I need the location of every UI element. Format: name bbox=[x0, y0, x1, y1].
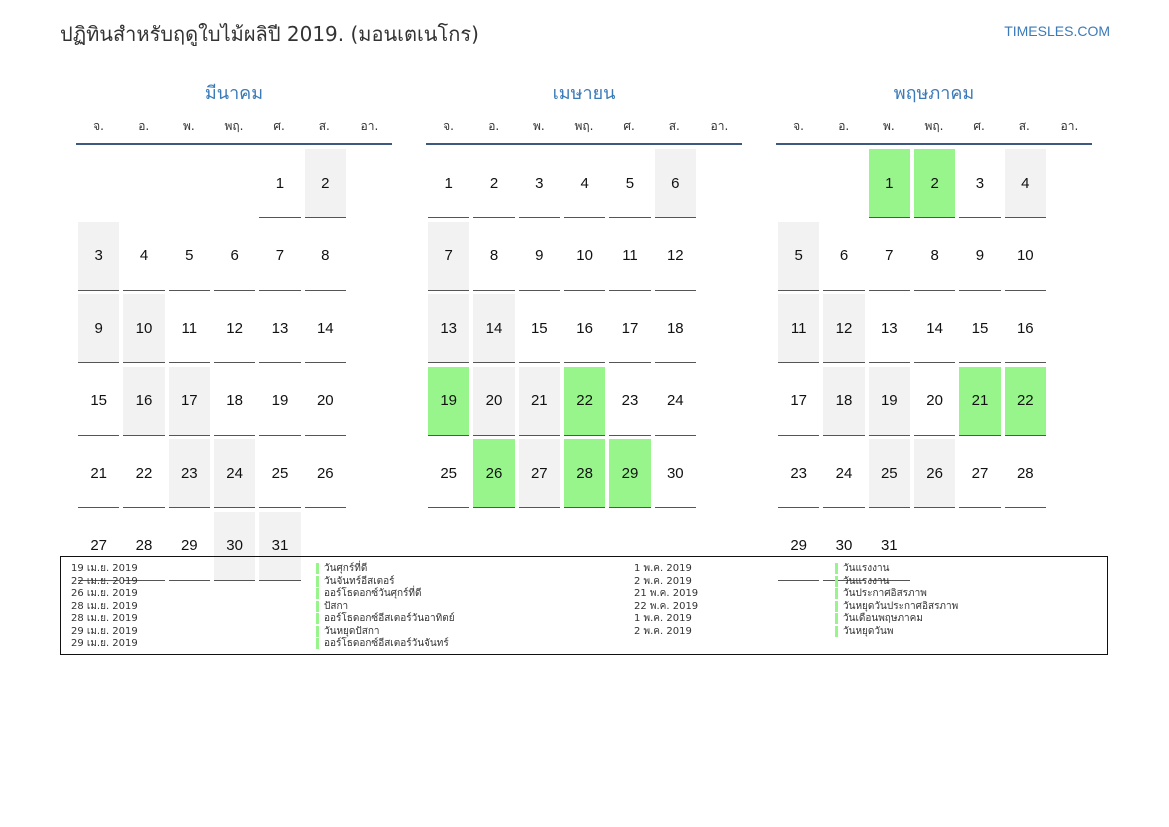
day-number: 24 bbox=[823, 439, 864, 508]
holiday-day-cell bbox=[562, 367, 607, 440]
day-number: 13 bbox=[428, 294, 469, 363]
weekday-label: อา. bbox=[710, 119, 729, 133]
day-number: 17 bbox=[169, 367, 210, 436]
day-number: 12 bbox=[823, 294, 864, 363]
day-number: 17 bbox=[778, 367, 819, 436]
day-number: 30 bbox=[655, 439, 696, 508]
holiday-day-cell bbox=[912, 149, 957, 222]
legend-holiday-name: วันจันทร์อีสเตอร์ bbox=[316, 576, 395, 587]
day-cell bbox=[821, 222, 866, 295]
day-cell bbox=[867, 294, 912, 367]
legend-right-dates bbox=[634, 563, 698, 638]
day-number: 2 bbox=[914, 149, 955, 218]
legend-date: 19 เม.ย. 2019 bbox=[71, 563, 138, 574]
legend-date: 26 เม.ย. 2019 bbox=[71, 588, 138, 599]
legend-row bbox=[71, 601, 138, 614]
day-cell bbox=[212, 367, 257, 440]
day-cell bbox=[607, 294, 652, 367]
day-number: 8 bbox=[473, 222, 514, 291]
day-number: 10 bbox=[123, 294, 164, 363]
legend-row bbox=[71, 613, 138, 626]
day-number: 22 bbox=[564, 367, 605, 436]
day-cell bbox=[76, 439, 121, 512]
day-grid bbox=[426, 145, 742, 512]
day-cell bbox=[517, 439, 562, 512]
day-number: 17 bbox=[609, 294, 650, 363]
day-number: 25 bbox=[259, 439, 300, 508]
weekday-label: จ. bbox=[93, 119, 104, 133]
day-number: 3 bbox=[519, 149, 560, 218]
legend-row bbox=[634, 613, 698, 626]
legend-row bbox=[316, 638, 455, 651]
day-cell bbox=[471, 367, 516, 440]
day-number: 4 bbox=[564, 149, 605, 218]
day-cell bbox=[257, 367, 302, 440]
legend-holiday-name: ออร์โธดอกซ์อีสเตอร์วันจันทร์ bbox=[316, 638, 449, 649]
day-number: 21 bbox=[519, 367, 560, 436]
day-cell bbox=[562, 222, 607, 295]
day-cell bbox=[776, 439, 821, 512]
day-number: 26 bbox=[473, 439, 514, 508]
holiday-day-cell bbox=[607, 439, 652, 512]
day-cell bbox=[212, 439, 257, 512]
day-cell bbox=[607, 149, 652, 222]
day-number: 19 bbox=[259, 367, 300, 436]
month-title: พฤษภาคม bbox=[893, 83, 975, 104]
legend-holiday-name: ออร์โธดอกซ์อีสเตอร์วันอาทิตย์ bbox=[316, 613, 455, 624]
day-number: 30 bbox=[823, 512, 864, 581]
legend-holiday-name: วันเดือนพฤษภาคม bbox=[835, 613, 923, 624]
legend-holiday-name: วันหยุดปัสกา bbox=[316, 626, 380, 637]
legend-row bbox=[835, 613, 958, 626]
legend-row bbox=[835, 576, 958, 589]
legend-row bbox=[835, 563, 958, 576]
legend-row bbox=[71, 563, 138, 576]
day-number: 6 bbox=[214, 222, 255, 291]
day-number: 25 bbox=[428, 439, 469, 508]
day-cell bbox=[776, 222, 821, 295]
day-cell bbox=[167, 222, 212, 295]
legend-left-names bbox=[316, 563, 455, 651]
legend-right-names bbox=[835, 563, 958, 638]
weekday-label: จ. bbox=[443, 119, 454, 133]
day-number: 28 bbox=[564, 439, 605, 508]
day-cell bbox=[471, 294, 516, 367]
weekday-label: จ. bbox=[793, 119, 804, 133]
day-number: 16 bbox=[1005, 294, 1046, 363]
month-calendar bbox=[76, 80, 392, 585]
day-number: 31 bbox=[259, 512, 300, 581]
legend-date: 28 เม.ย. 2019 bbox=[71, 613, 138, 624]
day-number: 22 bbox=[1005, 367, 1046, 436]
day-number: 6 bbox=[823, 222, 864, 291]
day-cell bbox=[303, 222, 348, 295]
weekday-label: ส. bbox=[668, 119, 680, 133]
day-number: 1 bbox=[428, 149, 469, 218]
day-grid bbox=[776, 145, 1092, 585]
day-cell bbox=[776, 294, 821, 367]
day-cell bbox=[957, 294, 1002, 367]
day-number: 7 bbox=[869, 222, 910, 291]
day-number: 6 bbox=[655, 149, 696, 218]
empty-day-cell bbox=[212, 149, 257, 222]
day-number: 16 bbox=[123, 367, 164, 436]
day-cell bbox=[776, 367, 821, 440]
day-number: 13 bbox=[259, 294, 300, 363]
day-cell bbox=[426, 149, 471, 222]
day-cell bbox=[303, 149, 348, 222]
day-cell bbox=[167, 294, 212, 367]
weekday-label: ส. bbox=[1018, 119, 1030, 133]
legend-date: 22 เม.ย. 2019 bbox=[71, 575, 138, 587]
day-number: 20 bbox=[914, 367, 955, 436]
weekday-label: พ. bbox=[882, 119, 895, 133]
day-cell bbox=[426, 294, 471, 367]
day-cell bbox=[607, 222, 652, 295]
day-number: 21 bbox=[78, 439, 119, 508]
day-cell bbox=[912, 294, 957, 367]
day-number: 18 bbox=[214, 367, 255, 436]
day-cell bbox=[607, 367, 652, 440]
day-number: 23 bbox=[778, 439, 819, 508]
holiday-legend bbox=[60, 556, 1108, 655]
day-number: 1 bbox=[869, 149, 910, 218]
day-cell bbox=[1003, 222, 1048, 295]
day-cell bbox=[912, 439, 957, 512]
day-cell bbox=[653, 439, 698, 512]
day-cell bbox=[471, 222, 516, 295]
day-cell bbox=[76, 222, 121, 295]
day-cell bbox=[212, 294, 257, 367]
day-cell bbox=[957, 439, 1002, 512]
weekday-label: พฤ. bbox=[574, 119, 594, 133]
empty-day-cell bbox=[121, 149, 166, 222]
day-cell bbox=[1003, 294, 1048, 367]
legend-date: 1 พ.ค. 2019 bbox=[634, 563, 692, 574]
holiday-day-cell bbox=[562, 439, 607, 512]
legend-row bbox=[835, 588, 958, 601]
legend-row bbox=[316, 563, 455, 576]
day-cell bbox=[867, 367, 912, 440]
day-cell bbox=[1003, 439, 1048, 512]
day-number: 16 bbox=[564, 294, 605, 363]
day-cell bbox=[867, 439, 912, 512]
day-cell bbox=[303, 367, 348, 440]
day-number: 14 bbox=[914, 294, 955, 363]
day-cell bbox=[121, 294, 166, 367]
day-cell bbox=[257, 222, 302, 295]
holiday-day-cell bbox=[867, 149, 912, 222]
day-number: 9 bbox=[959, 222, 1000, 291]
holiday-day-cell bbox=[471, 439, 516, 512]
day-cell bbox=[303, 439, 348, 512]
day-number: 12 bbox=[655, 222, 696, 291]
weekday-label: ศ. bbox=[273, 119, 285, 133]
legend-date: 28 เม.ย. 2019 bbox=[71, 600, 138, 612]
day-number: 12 bbox=[214, 294, 255, 363]
day-cell bbox=[821, 367, 866, 440]
day-number: 23 bbox=[169, 439, 210, 508]
day-number: 29 bbox=[169, 512, 210, 581]
day-number: 14 bbox=[473, 294, 514, 363]
weekday-header bbox=[426, 108, 742, 145]
day-cell bbox=[957, 222, 1002, 295]
day-cell bbox=[426, 222, 471, 295]
legend-holiday-name: วันศุกร์ที่ดี bbox=[316, 563, 367, 574]
day-cell bbox=[517, 367, 562, 440]
day-cell bbox=[257, 149, 302, 222]
day-number: 25 bbox=[869, 439, 910, 508]
legend-holiday-name: วันหยุดวันประกาศอิสรภาพ bbox=[835, 601, 958, 612]
day-number: 15 bbox=[519, 294, 560, 363]
day-number: 24 bbox=[214, 439, 255, 508]
day-number: 9 bbox=[519, 222, 560, 291]
day-number: 20 bbox=[473, 367, 514, 436]
month-calendar bbox=[426, 80, 742, 512]
weekday-label: อา. bbox=[1060, 119, 1079, 133]
day-number: 27 bbox=[519, 439, 560, 508]
day-number: 11 bbox=[778, 294, 819, 363]
legend-row bbox=[634, 576, 698, 589]
holiday-day-cell bbox=[426, 367, 471, 440]
weekday-label: อ. bbox=[138, 119, 150, 133]
empty-day-cell bbox=[821, 149, 866, 222]
day-number: 5 bbox=[169, 222, 210, 291]
page-title: ปฏิทินสำหรับฤดูใบไม้ผลิปี 2019. (มอนเตเนโกร) bbox=[60, 22, 479, 46]
day-cell bbox=[517, 294, 562, 367]
legend-date: 2 พ.ค. 2019 bbox=[634, 575, 692, 587]
month-calendar bbox=[776, 80, 1092, 585]
legend-date: 22 พ.ค. 2019 bbox=[634, 600, 699, 612]
day-cell bbox=[821, 439, 866, 512]
empty-day-cell bbox=[776, 149, 821, 222]
legend-holiday-name: วันหยุดวันพ bbox=[835, 626, 893, 637]
month-title: มีนาคม bbox=[204, 83, 264, 104]
day-cell bbox=[562, 294, 607, 367]
legend-row bbox=[71, 576, 138, 589]
day-number: 22 bbox=[123, 439, 164, 508]
legend-holiday-name: วันประกาศอิสรภาพ bbox=[835, 588, 927, 599]
day-cell bbox=[821, 294, 866, 367]
empty-day-cell bbox=[167, 149, 212, 222]
legend-row bbox=[71, 626, 138, 639]
weekday-label: ศ. bbox=[623, 119, 635, 133]
legend-row bbox=[316, 626, 455, 639]
day-number: 31 bbox=[869, 512, 910, 581]
months-container bbox=[76, 80, 1092, 555]
day-cell bbox=[912, 222, 957, 295]
day-number: 8 bbox=[914, 222, 955, 291]
legend-date: 29 เม.ย. 2019 bbox=[71, 625, 138, 637]
weekday-label: พ. bbox=[532, 119, 545, 133]
weekday-label: พฤ. bbox=[924, 119, 944, 133]
day-number: 4 bbox=[123, 222, 164, 291]
day-cell bbox=[212, 222, 257, 295]
day-grid bbox=[76, 145, 392, 585]
legend-row bbox=[316, 588, 455, 601]
legend-row bbox=[316, 601, 455, 614]
day-number: 29 bbox=[778, 512, 819, 581]
day-cell bbox=[167, 367, 212, 440]
legend-row bbox=[634, 588, 698, 601]
day-number: 28 bbox=[123, 512, 164, 581]
day-cell bbox=[653, 222, 698, 295]
day-number: 10 bbox=[1005, 222, 1046, 291]
day-cell bbox=[517, 222, 562, 295]
day-cell bbox=[121, 439, 166, 512]
legend-holiday-name: ออร์โธดอกซ์วันศุกร์ที่ดี bbox=[316, 588, 422, 599]
legend-row bbox=[71, 638, 138, 651]
legend-holiday-name: วันแรงงาน bbox=[835, 576, 889, 587]
weekday-header bbox=[76, 108, 392, 145]
weekday-label: อ. bbox=[488, 119, 500, 133]
day-cell bbox=[957, 149, 1002, 222]
day-number: 18 bbox=[655, 294, 696, 363]
day-number: 8 bbox=[305, 222, 346, 291]
day-cell bbox=[257, 294, 302, 367]
legend-holiday-name: วันแรงงาน bbox=[835, 563, 889, 574]
day-number: 28 bbox=[1005, 439, 1046, 508]
weekday-header bbox=[776, 108, 1092, 145]
legend-left-dates bbox=[71, 563, 138, 651]
day-number: 30 bbox=[214, 512, 255, 581]
day-number: 19 bbox=[428, 367, 469, 436]
legend-row bbox=[835, 626, 958, 639]
legend-row bbox=[71, 588, 138, 601]
day-number: 5 bbox=[609, 149, 650, 218]
day-number: 15 bbox=[959, 294, 1000, 363]
day-number: 5 bbox=[778, 222, 819, 291]
holiday-day-cell bbox=[957, 367, 1002, 440]
day-cell bbox=[121, 222, 166, 295]
day-number: 26 bbox=[305, 439, 346, 508]
legend-row bbox=[634, 626, 698, 639]
day-number: 4 bbox=[1005, 149, 1046, 218]
legend-date: 1 พ.ค. 2019 bbox=[634, 613, 692, 624]
day-cell bbox=[653, 294, 698, 367]
day-cell bbox=[121, 367, 166, 440]
day-number: 29 bbox=[609, 439, 650, 508]
legend-row bbox=[316, 576, 455, 589]
day-number: 21 bbox=[959, 367, 1000, 436]
day-cell bbox=[653, 149, 698, 222]
weekday-label: ส. bbox=[318, 119, 330, 133]
legend-date: 21 พ.ค. 2019 bbox=[634, 588, 699, 599]
day-cell bbox=[471, 149, 516, 222]
empty-day-cell bbox=[76, 149, 121, 222]
weekday-label: อ. bbox=[838, 119, 850, 133]
legend-date: 2 พ.ค. 2019 bbox=[634, 625, 692, 637]
day-number: 27 bbox=[78, 512, 119, 581]
day-cell bbox=[653, 367, 698, 440]
weekday-label: พฤ. bbox=[224, 119, 244, 133]
day-number: 11 bbox=[609, 222, 650, 291]
day-number: 13 bbox=[869, 294, 910, 363]
day-number: 7 bbox=[259, 222, 300, 291]
day-number: 19 bbox=[869, 367, 910, 436]
day-cell bbox=[76, 294, 121, 367]
day-number: 18 bbox=[823, 367, 864, 436]
day-cell bbox=[303, 294, 348, 367]
legend-row bbox=[835, 601, 958, 614]
day-cell bbox=[517, 149, 562, 222]
day-cell bbox=[562, 149, 607, 222]
day-number: 3 bbox=[78, 222, 119, 291]
day-number: 14 bbox=[305, 294, 346, 363]
day-number: 27 bbox=[959, 439, 1000, 508]
day-number: 24 bbox=[655, 367, 696, 436]
legend-row bbox=[634, 601, 698, 614]
legend-row bbox=[316, 613, 455, 626]
day-number: 2 bbox=[305, 149, 346, 218]
month-title: เมษายน bbox=[552, 83, 616, 104]
day-cell bbox=[167, 439, 212, 512]
weekday-label: อา. bbox=[360, 119, 379, 133]
day-number: 10 bbox=[564, 222, 605, 291]
day-number: 11 bbox=[169, 294, 210, 363]
day-number: 3 bbox=[959, 149, 1000, 218]
day-cell bbox=[76, 367, 121, 440]
day-number: 26 bbox=[914, 439, 955, 508]
day-number: 1 bbox=[259, 149, 300, 218]
day-cell bbox=[1003, 149, 1048, 222]
day-cell bbox=[257, 439, 302, 512]
day-number: 15 bbox=[78, 367, 119, 436]
day-number: 9 bbox=[78, 294, 119, 363]
weekday-label: ศ. bbox=[973, 119, 985, 133]
day-cell bbox=[426, 439, 471, 512]
day-number: 20 bbox=[305, 367, 346, 436]
weekday-label: พ. bbox=[182, 119, 195, 133]
legend-holiday-name: ปัสกา bbox=[316, 601, 348, 612]
holiday-day-cell bbox=[1003, 367, 1048, 440]
legend-row bbox=[634, 563, 698, 576]
day-cell bbox=[912, 367, 957, 440]
day-number: 7 bbox=[428, 222, 469, 291]
day-number: 2 bbox=[473, 149, 514, 218]
legend-date: 29 เม.ย. 2019 bbox=[71, 638, 138, 649]
day-cell bbox=[867, 222, 912, 295]
brand-link[interactable]: TIMESLES.COM bbox=[1004, 23, 1110, 39]
day-number: 23 bbox=[609, 367, 650, 436]
